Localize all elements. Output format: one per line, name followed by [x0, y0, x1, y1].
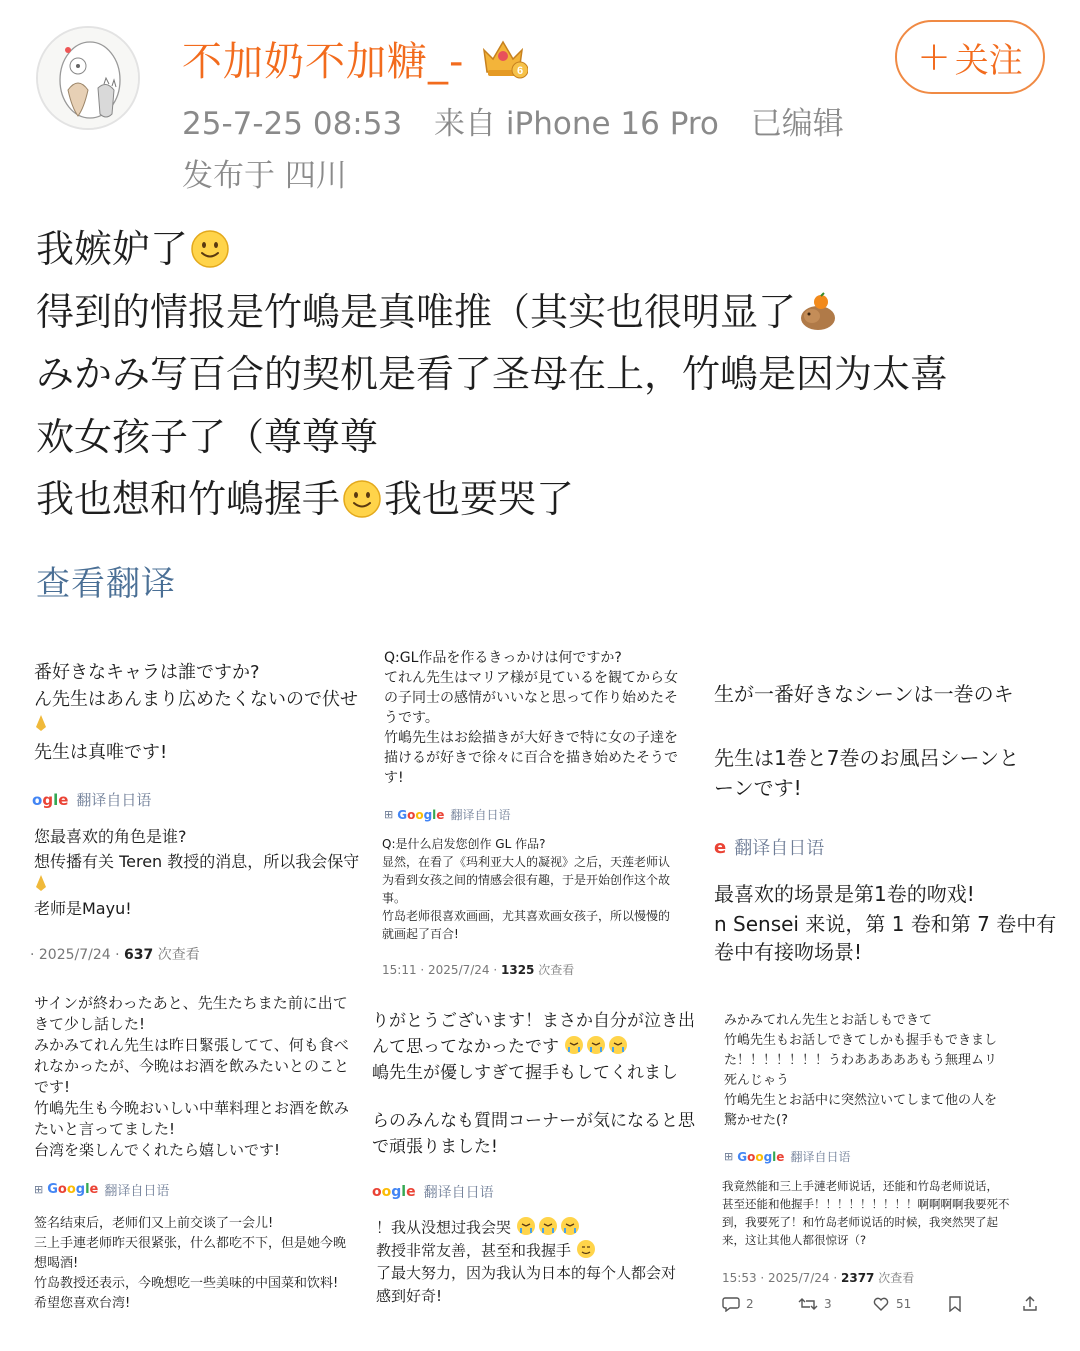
- google-tag-label: 翻译自日语: [104, 1184, 170, 1199]
- jp-line: 竹嶋先生はお絵描きが大好きで特に女の子達を: [384, 730, 678, 746]
- share-icon: [1022, 1296, 1038, 1312]
- post-date: 25-7-25 08:53: [182, 106, 403, 142]
- reply-action[interactable]: [722, 1296, 754, 1312]
- cn-line: 为看到女孩之间的情感会很有趣，于是开始创作这个故: [382, 873, 671, 887]
- jp-line: Q:GL作品を作るきっかけは何ですか?: [384, 650, 622, 666]
- view-translation-link[interactable]: 查看翻译: [36, 564, 176, 604]
- google-translate-tag: [372, 1182, 494, 1202]
- image-top-left[interactable]: [0, 638, 362, 980]
- jp-line: た！！！！！！！うわあああああもう無理ムリ: [724, 1053, 998, 1068]
- bookmark-icon: [948, 1296, 962, 1312]
- retweet-icon: [798, 1296, 818, 1312]
- jp-line: らのみんなも質問コーナーが気になると思: [372, 1111, 695, 1131]
- jp-line: で頑張りました!: [372, 1137, 498, 1157]
- cn-line: 老师是Mayu!: [34, 899, 132, 918]
- image-bottom-left[interactable]: [0, 988, 362, 1328]
- google-tag-label: 翻译自日语: [423, 1185, 494, 1201]
- google-translate-tag: [32, 789, 151, 810]
- post-line-5: [36, 468, 1056, 531]
- tweet-action-bar: [722, 1296, 1052, 1320]
- google-logo: ogle: [32, 790, 69, 809]
- jp-line: れなかったが、今晩はお酒を飲みたいとのこと: [34, 1057, 350, 1075]
- cn-line: 感到好奇!: [376, 1287, 443, 1305]
- heart-icon: [872, 1296, 890, 1312]
- teary-emoji-icon: [576, 1239, 596, 1263]
- plus-icon: +: [917, 34, 951, 80]
- tweet-stats: [722, 1269, 914, 1286]
- post-line-3: みかみ写百合的契机是看了圣母在上，竹嶋是因为太喜: [36, 352, 949, 396]
- user-avatar[interactable]: [36, 26, 140, 130]
- bookmark-action[interactable]: [948, 1296, 968, 1312]
- cn-line: 显然，在看了《玛利亚大人的凝视》之后，天莲老师认: [382, 855, 671, 869]
- cn-line: 事。: [382, 891, 407, 905]
- username[interactable]: 不加奶不加糖_-: [182, 38, 465, 85]
- google-tag-label: 翻译自日语: [790, 1150, 851, 1164]
- cn-line: 了最大努力，因为我认为日本的每个人都会对: [376, 1264, 677, 1282]
- jp-line: 竹嶋先生とお話中に突然泣いてしまて他の人を: [724, 1093, 998, 1108]
- cn-line: 我竟然能和三上手漣老师说话，还能和竹岛老师说话，: [722, 1179, 998, 1193]
- username-row: [182, 28, 528, 88]
- follow-button[interactable]: [895, 20, 1045, 94]
- google-tag-label: 翻译自日语: [734, 838, 825, 859]
- badge-level: 6: [517, 65, 524, 77]
- vip-crown-badge-icon[interactable]: [478, 36, 528, 80]
- edited-label[interactable]: 已编辑: [750, 106, 844, 142]
- stats-suffix: 次查看: [153, 947, 200, 963]
- jp-line: りがとうございます！まさか自分が泣き出: [372, 1011, 695, 1031]
- smile-emoji-icon: [190, 229, 230, 269]
- jp-line: 先生は1巻と7巻のお風呂シーンと: [714, 746, 1020, 770]
- google-tag-label: 翻译自日语: [76, 791, 152, 809]
- image-top-right[interactable]: [714, 638, 1080, 980]
- cn-line: Q:是什么启发您创作 GL 作品?: [382, 837, 546, 851]
- translate-icon: ⊞: [34, 1183, 44, 1196]
- cn-line: 希望您喜欢台湾!: [34, 1296, 131, 1311]
- avatar-illustration-icon: [38, 28, 140, 130]
- retweet-action[interactable]: [798, 1296, 832, 1312]
- cn-line: 想喝酒!: [34, 1256, 79, 1271]
- reply-icon: [722, 1296, 740, 1312]
- translate-icon: ⊞: [724, 1150, 734, 1163]
- post-line-2: [36, 281, 1056, 344]
- view-count: 637: [124, 947, 154, 963]
- image-top-middle[interactable]: [372, 638, 706, 980]
- jp-line: 番好きなキャラは誰ですか?: [34, 662, 260, 683]
- post-source[interactable]: 来自 iPhone 16 Pro: [434, 106, 719, 142]
- view-count: 2377: [841, 1271, 875, 1285]
- cn-line: 您最喜欢的角色是谁?: [34, 827, 187, 846]
- post-line-text: 我也想和竹嶋握手: [36, 477, 341, 521]
- jp-line: たいと言ってました!: [34, 1120, 176, 1138]
- google-logo: e: [714, 836, 727, 858]
- pray-emoji-icon: [34, 714, 48, 732]
- jp-line: ん先生はあんまり広めたくないので伏せ: [34, 689, 358, 710]
- google-translate-tag: [714, 834, 824, 860]
- google-logo: Google: [397, 807, 445, 822]
- post-meta: [182, 98, 866, 143]
- capybara-orange-emoji-icon: [798, 292, 838, 332]
- jp-line: 嶋先生が優しすぎて握手もしてくれまし: [372, 1063, 678, 1083]
- cn-line: 卷中有接吻场景!: [714, 940, 863, 964]
- jp-line: サインが終わったあと、先生たちまた前に出て: [34, 994, 348, 1012]
- cn-line: 到，我要死了！和竹岛老师说话的时候，我突然哭了起: [722, 1215, 998, 1229]
- post-line-text: 得到的情报是竹嶋是真唯推（其实也很明显了: [36, 289, 797, 334]
- image-bottom-right[interactable]: [714, 988, 1080, 1328]
- jp-line: みかみてれん先生とお話しもできて: [724, 1013, 933, 1028]
- cn-line: 就画起了百合!: [382, 927, 459, 941]
- jp-line: 竹嶋先生もお話しできてしかも握手もできまし: [724, 1033, 998, 1048]
- cn-line: 想传播有关 Teren 教授的消息，所以我会保守: [34, 852, 360, 871]
- google-translate-tag: [724, 1148, 850, 1165]
- jp-line: 死んじゃう: [724, 1073, 790, 1088]
- smile-emoji-icon: [342, 479, 382, 519]
- google-logo: oogle: [372, 1184, 416, 1200]
- image-bottom-middle[interactable]: [372, 988, 706, 1328]
- jp-line: 先生は真唯です!: [34, 742, 168, 763]
- follow-label: 关注: [954, 40, 1023, 81]
- google-translate-tag: [384, 806, 510, 823]
- google-translate-tag: [34, 1180, 169, 1199]
- jp-line: 台湾を楽しんでくれたら嬉しいです!: [34, 1141, 281, 1159]
- post-location: 发布于 四川: [182, 158, 347, 194]
- view-count: 1325: [501, 963, 535, 977]
- cn-line: 竹岛教授还表示，今晚想吃一些美味的中国菜和饮料!: [34, 1276, 339, 1291]
- jp-line: です!: [34, 1078, 71, 1096]
- pray-emoji-icon: [34, 874, 48, 892]
- cn-line: [376, 1239, 596, 1263]
- google-tag-label: 翻译自日语: [450, 808, 511, 822]
- jp-line: 驚かせた(?: [724, 1113, 788, 1128]
- jp-line: 描けるが好きで徐々に百合を描き始めたそうで: [384, 750, 678, 766]
- post-line-1: [36, 218, 1056, 281]
- share-action[interactable]: [1022, 1296, 1044, 1312]
- like-count: 51: [896, 1297, 912, 1311]
- stats-date: 15:11 · 2025/7/24 ·: [382, 963, 501, 977]
- cn-line: 签名结束后，老师们又上前交谈了一会儿!: [34, 1216, 274, 1231]
- crying-emoji-icon: [516, 1216, 580, 1240]
- google-logo: Google: [47, 1182, 99, 1197]
- stats-date: 15:53 · 2025/7/24 ·: [722, 1271, 841, 1285]
- post-line-text: 我嫉妒了: [36, 227, 189, 271]
- stats-suffix: 次查看: [534, 963, 575, 977]
- cn-line: 甚至还能和他握手！！！！！！！！！啊啊啊啊我要死不: [722, 1197, 1010, 1211]
- cn-line: n Sensei 来说，第 1 卷和第 7 卷中有: [714, 912, 1057, 936]
- google-logo: Google: [737, 1149, 785, 1164]
- jp-line: てれん先生はマリア様が見ているを観てから女: [384, 670, 678, 686]
- cn-line: [376, 1216, 580, 1240]
- stats-date: · 2025/7/24 ·: [30, 947, 125, 963]
- jp-line: 竹嶋先生も今晩おいしい中華料理とお酒を飲み: [34, 1099, 350, 1117]
- jp-line: みかみてれん先生は昨日緊張してて、何も食べ: [34, 1036, 349, 1054]
- retweet-count: 3: [824, 1297, 832, 1311]
- post-line-text: 我也要哭了: [384, 477, 575, 521]
- crying-emoji-icon: [564, 1035, 628, 1060]
- reply-count: 2: [746, 1297, 754, 1311]
- image-grid: [0, 638, 1080, 1328]
- stats-suffix: 次查看: [874, 1271, 915, 1285]
- cn-line: 竹岛老师很喜欢画画，尤其喜欢画女孩子，所以慢慢的: [382, 909, 671, 923]
- jp-line: [372, 1032, 628, 1060]
- jp-line: うです。: [384, 710, 439, 726]
- jp-line-text: んて思ってなかったです: [372, 1037, 559, 1057]
- cn-line-text: 教授非常友善，甚至和我握手: [376, 1241, 572, 1260]
- cn-line: 三上手連老师昨天很紧张，什么都吃不下，但是她今晚: [34, 1236, 347, 1251]
- post-header: [0, 0, 1080, 200]
- jp-line: の子同士の感情がいいなと思って作り始めたそ: [384, 690, 678, 706]
- cn-line-text: ！我从没想过我会哭: [376, 1218, 512, 1237]
- jp-line: す!: [384, 770, 404, 786]
- tweet-stats: [382, 961, 574, 978]
- cn-line: 最喜欢的场景是第1卷的吻戏!: [714, 882, 975, 906]
- post-text: [36, 218, 1056, 531]
- post-line-4: 欢女孩子了（尊尊尊: [36, 414, 379, 459]
- jp-line: ーンです!: [714, 776, 802, 800]
- jp-line: きて少し話した!: [34, 1015, 146, 1033]
- cn-line: 来，这让其他人都很惊讶（?: [722, 1233, 867, 1247]
- like-action[interactable]: [872, 1296, 911, 1312]
- translate-icon: ⊞: [384, 808, 394, 821]
- tweet-stats: [30, 944, 200, 964]
- jp-line: 生が一番好きなシーンは一巻のキ: [714, 682, 1014, 706]
